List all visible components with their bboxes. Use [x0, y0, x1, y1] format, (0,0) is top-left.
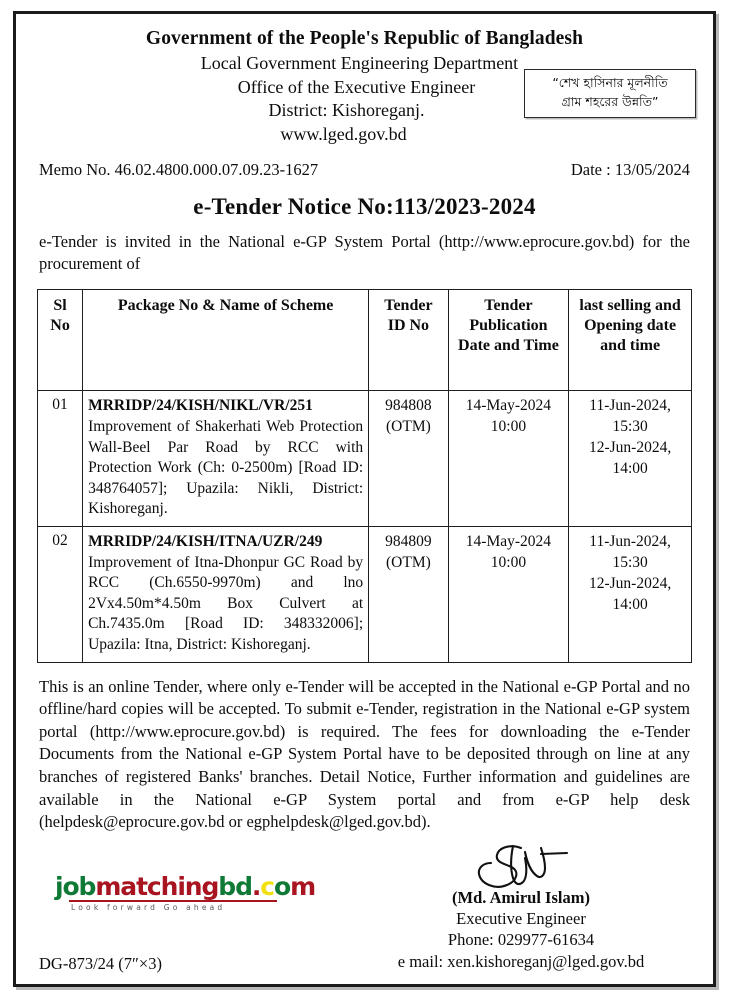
- signatory-name: (Md. Amirul Islam): [452, 887, 590, 907]
- signatory-phone: Phone: 029977-61634: [447, 930, 595, 950]
- publication-time: 10:00: [490, 553, 527, 571]
- publication-date: 14-May-2024: [465, 397, 552, 415]
- opening-time: 14:00: [612, 460, 648, 478]
- signatory-email: e mail: xen.kishoreganj@lged.gov.bd: [397, 951, 645, 971]
- logo-wordmark: [55, 871, 317, 901]
- header-package: Package No & Name of Scheme: [83, 289, 369, 390]
- memo-number: Memo No. 46.02.4800.000.07.09.23-1627: [39, 159, 319, 179]
- logo-text-matching: matching: [95, 871, 219, 901]
- package-code: MRRIDP/24/KISH/ITNA/UZR/249: [88, 532, 323, 550]
- header-publication: Tender Publication Date and Time: [448, 289, 569, 390]
- office-name: Office of the Executive Engineer: [237, 76, 476, 97]
- letterhead: [37, 27, 692, 147]
- opening-date: 12-Jun-2024,: [588, 574, 672, 592]
- table-row: [38, 526, 692, 662]
- cell-publication: [448, 391, 569, 527]
- document-content: [16, 14, 713, 984]
- cell-sl-no: 02: [38, 526, 83, 662]
- logo-text-m: m: [290, 871, 316, 901]
- last-selling-time: 15:30: [612, 418, 648, 436]
- notice-title: e-Tender Notice No:113/2023-2024: [193, 193, 536, 219]
- table-row: [38, 391, 692, 527]
- logo-text-c: c: [260, 871, 275, 901]
- bengali-slogan-box: [524, 69, 696, 118]
- header-sl-no: Sl No: [38, 289, 83, 390]
- tender-table-head: [38, 289, 692, 390]
- tender-table-body: [38, 391, 692, 662]
- package-description: Improvement of Itna-Dhonpur GC Road by RCC (Ch.6550-9970m) and lno 2Vx4.50m*4.50m Box Culvert at Ch.7435.0m [Road ID: 348332006]; Upazila: Itna, District: Kishoreganj.: [88, 553, 364, 653]
- header-last-selling: last selling and Opening date and time: [569, 289, 692, 390]
- package-description: Improvement of Shakerhati Web Protection Wall-Beel Par Road by RCC with Protection Work (Ch: 0-2500m) [Road ID: 348764057]; Upazila: Nikli, District: Kishoreganj.: [88, 417, 364, 518]
- signature-block: [356, 842, 686, 972]
- table-header-row: [38, 289, 692, 390]
- district-name: District: Kishoreganj.: [268, 100, 425, 121]
- cell-publication: [448, 526, 569, 662]
- notice-body-paragraph: This is an online Tender, where only e-Tender will be accepted in the National e-GP Portal and no offline/hard copies will be accepted. To submit e-Tender, registration in the National e-GP system portal (http://www.eprocure.gov.bd) is required. The fees for downloading the e-Tender Documents from the National e-GP System Portal have to be deposited through on line at any branches of registered Banks' branches. Detail Notice, Further information and guidelines are available in the National e-GP System portal and from e-GP help desk (helpdesk@eprocure.gov.bd or egphelpdesk@lged.gov.bd).: [39, 676, 690, 832]
- package-code: MRRIDP/24/KISH/NIKL/VR/251: [88, 397, 313, 415]
- publication-date: 14-May-2024: [465, 532, 552, 550]
- cell-package: [83, 391, 369, 527]
- cell-tender-id: [369, 526, 449, 662]
- tender-table: [37, 289, 692, 663]
- jobmatchingbd-watermark-logo: [55, 871, 317, 912]
- notice-intro: e-Tender is invited in the National e-GP System Portal (http://www.eprocure.gov.bd) for the procurement of: [39, 231, 690, 274]
- publication-time: 10:00: [490, 418, 527, 436]
- tender-id-method: (OTM): [386, 418, 431, 436]
- tender-id-value: 984808: [385, 397, 432, 415]
- memo-line: [37, 160, 692, 180]
- signatory-designation: Executive Engineer: [456, 908, 586, 928]
- logo-text-bd: bd: [218, 871, 252, 901]
- handwritten-signature-icon: [461, 842, 581, 894]
- logo-tagline: Look forward Go ahead: [71, 902, 226, 912]
- memo-date: Date : 13/05/2024: [570, 159, 690, 179]
- slogan-line-2: গ্রাম শহরের উন্নতি”: [561, 93, 659, 109]
- logo-text-dot: .: [251, 871, 261, 901]
- last-selling-time: 15:30: [612, 553, 648, 571]
- logo-text-job: job: [55, 871, 96, 901]
- cell-last-selling: [569, 391, 692, 527]
- document-footer: [37, 842, 692, 992]
- cell-sl-no: 01: [38, 391, 83, 527]
- header-tender-id: Tender ID No: [369, 289, 449, 390]
- opening-time: 14:00: [612, 595, 648, 613]
- slogan-line-1: “শেখ হাসিনার মূলনীতি: [552, 75, 668, 90]
- tender-id-method: (OTM): [386, 553, 431, 571]
- cell-tender-id: [369, 391, 449, 527]
- cell-package: [83, 526, 369, 662]
- logo-text-o: o: [274, 871, 291, 901]
- opening-date: 12-Jun-2024,: [588, 439, 672, 457]
- department-name: Local Government Engineering Department: [200, 52, 519, 73]
- tender-id-value: 984809: [385, 532, 432, 550]
- document-border-frame: [13, 11, 716, 987]
- last-selling-date: 11-Jun-2024,: [589, 532, 671, 550]
- last-selling-date: 11-Jun-2024,: [589, 397, 671, 415]
- website-url: www.lged.gov.bd: [280, 124, 407, 145]
- govt-name: Government of the People's Republic of Bangladesh: [145, 28, 584, 49]
- cell-last-selling: [569, 526, 692, 662]
- dg-reference-code: DG-873/24 (7″×3): [39, 953, 162, 973]
